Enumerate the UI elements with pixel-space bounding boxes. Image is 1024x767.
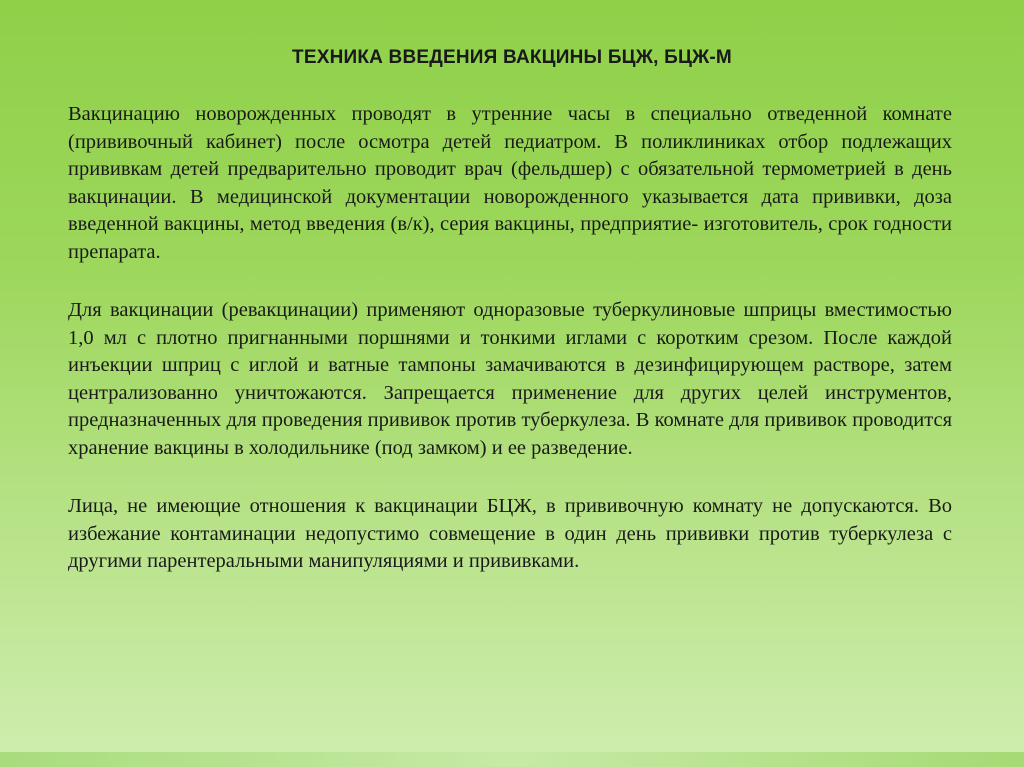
paragraph-syringes: Для вакцинации (ревакцинации) применяют одноразовые туберкулиновые шприцы вместимостью 1,0 мл с плотно пригнанными поршнями и тонкими иглами с коротким срезом. После каждой инъекции шприц с иглой и ватные тампоны замачиваются в дезинфицирующем растворе, затем централизованно уничтожаются. Запрещается применение для других целей инструментов, предназначенных для проведения прививок против туберкулеза. В комнате для прививок проводится хранение вакцины в холодильнике (под замком) и ее разведение. bbox=[68, 299, 952, 459]
paragraph-access-restrictions: Лица, не имеющие отношения к вакцинации БЦЖ, в прививочную комнату не допускаются. Во избежание контаминации недопустимо совмещение в один день прививки против туберкулеза с другими парентеральными манипуляциями и прививками. bbox=[68, 495, 952, 572]
slide-body bbox=[68, 101, 952, 576]
slide-title: ТЕХНИКА ВВЕДЕНИЯ ВАКЦИНЫ БЦЖ, БЦЖ-М bbox=[292, 47, 732, 68]
bottom-band bbox=[0, 752, 1024, 767]
paragraph-vaccination-procedure: Вакцинацию новорожденных проводят в утренние часы в специально отведенной комнате (прививочный кабинет) после осмотра детей педиатром. В поликлиниках отбор подлежащих прививкам детей предварительно проводит врач (фельдшер) с обязательной термометрией в день вакцинации. В медицинской документации новорожденного указывается дата прививки, доза введенной вакцины, метод введения (в/к), серия вакцины, предприятие- изготовитель, срок годности препарата. bbox=[68, 103, 952, 263]
